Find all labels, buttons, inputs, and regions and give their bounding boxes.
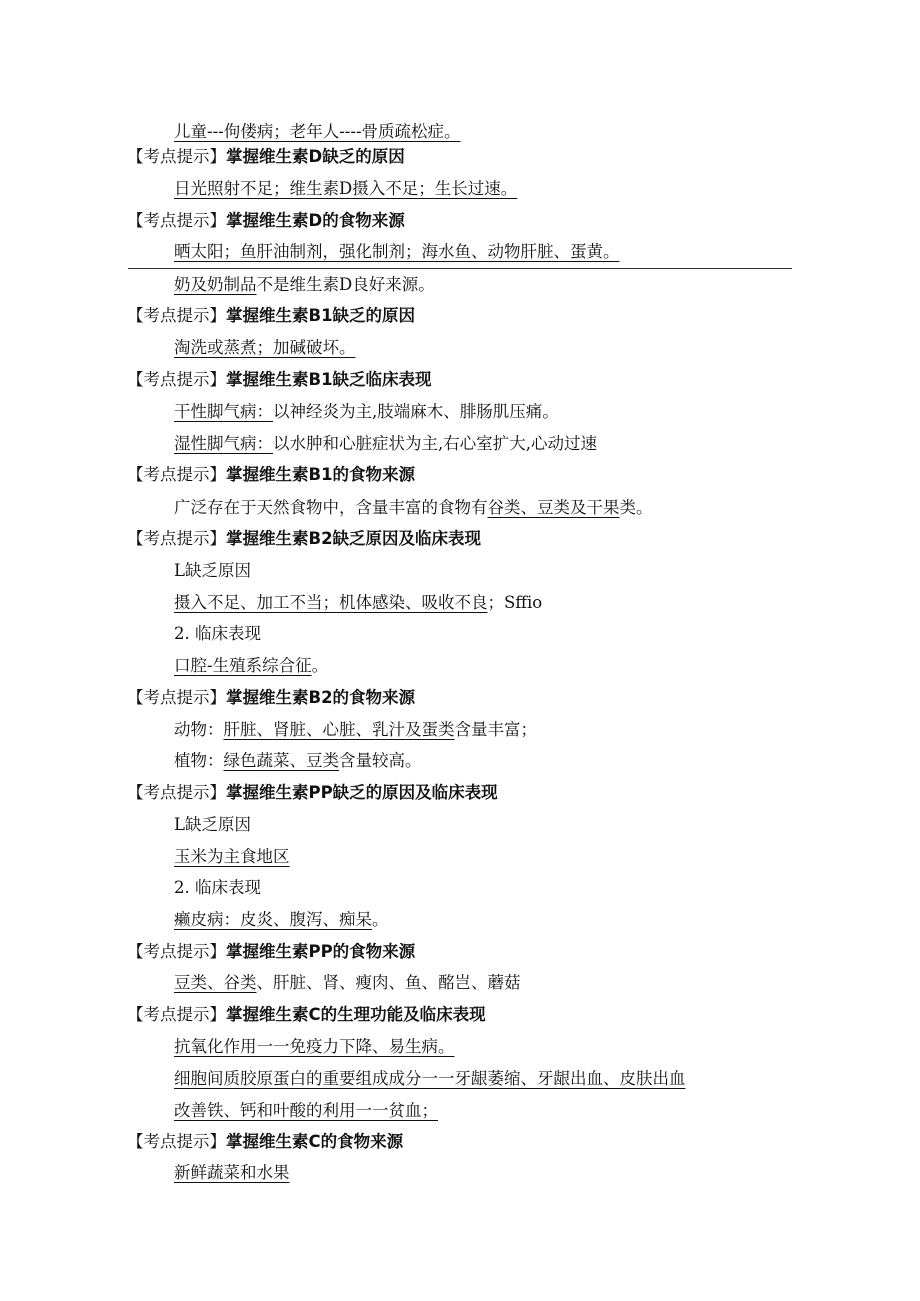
heading-title: 掌握维生素C的食物来源 <box>226 1132 404 1151</box>
underlined-text: 新鲜蔬菜和水果 <box>174 1163 290 1182</box>
body-line <box>174 971 521 995</box>
section-heading <box>127 463 415 487</box>
section-heading <box>127 368 432 392</box>
body-line <box>174 273 435 297</box>
body-line <box>174 845 290 869</box>
section-heading <box>127 686 415 710</box>
text-segment: L缺乏原因 <box>174 561 251 580</box>
heading-title: 掌握维生素C的生理功能及临床表现 <box>226 1005 486 1024</box>
text-segment: L缺乏原因 <box>174 815 251 834</box>
body-line <box>174 622 261 646</box>
underlined-text: 干性脚气病： <box>174 402 273 421</box>
underlined-text: 口腔-生殖系综合征 <box>174 656 312 675</box>
underlined-text: 湿性脚气病： <box>174 434 273 453</box>
underlined-text: 抗氧化作用一一免疫力下降、易生病。 <box>174 1037 455 1056</box>
underlined-text: 改善铁、钙和叶酸的利用一一贫血； <box>174 1101 438 1120</box>
heading-title: 掌握维生素PP缺乏的原因及临床表现 <box>226 783 498 802</box>
heading-tag: 【考点提示】 <box>127 1005 226 1024</box>
text-segment: 、肝脏、肾、瘦肉、鱼、酩岂、蘑菇 <box>256 973 521 992</box>
underlined-text: 奶及奶制品 <box>174 275 257 294</box>
heading-title: 掌握维生素D缺乏的原因 <box>226 147 405 166</box>
underlined-text: 摄入不足、加工不当；机体感染、吸收不良 <box>174 593 488 612</box>
body-line <box>174 120 461 144</box>
underlined-text: 豆类、谷类 <box>174 973 257 992</box>
heading-title: 掌握维生素PP的食物来源 <box>226 942 416 961</box>
body-line <box>174 559 251 583</box>
body-line <box>174 749 422 773</box>
heading-tag: 【考点提示】 <box>127 688 226 707</box>
section-heading <box>127 304 415 328</box>
text-segment: 植物： <box>174 751 224 770</box>
body-line <box>174 1161 290 1185</box>
body-line <box>174 813 251 837</box>
heading-title: 掌握维生素B1的食物来源 <box>226 465 416 484</box>
body-line <box>174 591 542 615</box>
section-heading <box>127 1003 486 1027</box>
body-line <box>174 718 537 742</box>
section-heading <box>127 940 415 964</box>
body-line <box>174 400 559 424</box>
heading-title: 掌握维生素B1缺乏的原因 <box>226 306 416 325</box>
heading-tag: 【考点提示】 <box>127 783 226 802</box>
underlined-text: 细胞间质胶原蛋白的重要组成成分一一牙龈萎缩、牙龈出血、皮肤出血 <box>174 1069 686 1088</box>
heading-tag: 【考点提示】 <box>127 306 226 325</box>
text-segment: 类。 <box>619 498 653 517</box>
text-segment: 。 <box>372 910 389 929</box>
underlined-text: 谷类、豆类及干果 <box>487 498 620 517</box>
text-segment: 2. 临床表现 <box>174 878 261 897</box>
heading-title: 掌握维生素B1缺乏临床表现 <box>226 370 432 389</box>
section-heading <box>127 145 405 169</box>
heading-tag: 【考点提示】 <box>127 370 226 389</box>
heading-tag: 【考点提示】 <box>127 1132 226 1151</box>
heading-tag: 【考点提示】 <box>127 465 226 484</box>
section-heading <box>127 1130 403 1154</box>
text-segment: 含量较高。 <box>339 751 422 770</box>
underlined-text: 日光照射不足；维生素D摄入不足；生长过速。 <box>174 179 518 198</box>
heading-tag: 【考点提示】 <box>127 147 226 166</box>
section-heading <box>127 209 405 233</box>
body-line <box>174 876 261 900</box>
section-heading <box>127 781 498 805</box>
heading-tag: 【考点提示】 <box>127 529 226 548</box>
body-line <box>174 432 597 456</box>
text-segment: 以神经炎为主,肢端麻木、腓肠肌压痛。 <box>273 402 559 421</box>
body-line <box>174 1099 438 1123</box>
heading-title: 掌握维生素B2的食物来源 <box>226 688 416 707</box>
text-segment: 广泛存在于天然食物中，含量丰富的食物有 <box>174 498 488 517</box>
section-heading <box>127 527 481 551</box>
body-line <box>174 654 328 678</box>
underlined-text: 玉米为主食地区 <box>174 847 290 866</box>
underlined-text: 绿色蔬菜、豆类 <box>223 751 339 770</box>
text-segment: 不是维生素D良好来源。 <box>256 275 435 294</box>
text-segment: 2. 临床表现 <box>174 624 261 643</box>
text-segment: 。 <box>311 656 329 675</box>
text-segment: 含量丰富； <box>454 720 537 739</box>
body-line <box>174 496 653 520</box>
body-line <box>174 1067 686 1091</box>
heading-tag: 【考点提示】 <box>127 211 226 230</box>
underlined-text: 儿童---佝偻病；老年人----骨质疏松症。 <box>174 122 461 141</box>
body-line <box>174 908 389 932</box>
heading-title: 掌握维生素D的食物来源 <box>226 211 405 230</box>
body-line <box>174 336 356 360</box>
body-line <box>174 240 620 264</box>
underlined-text: 癞皮病：皮炎、腹泻、痴呆 <box>174 910 372 929</box>
body-line <box>174 1035 455 1059</box>
horizontal-rule <box>128 268 792 269</box>
underlined-text: 晒太阳；鱼肝油制剂，强化制剂；海水鱼、动物肝脏、蛋黄。 <box>174 242 620 261</box>
underlined-text: 淘洗或蒸煮；加碱破坏。 <box>174 338 356 357</box>
text-segment: 动物： <box>174 720 224 739</box>
heading-title: 掌握维生素B2缺乏原因及临床表现 <box>226 529 482 548</box>
body-line <box>174 177 517 201</box>
text-segment: ；Sffio <box>487 593 543 612</box>
underlined-text: 肝脏、肾脏、心脏、乳汁及蛋类 <box>223 720 455 739</box>
text-segment: 以水肿和心脏症状为主,右心室扩大,心动过速 <box>273 434 597 453</box>
heading-tag: 【考点提示】 <box>127 942 226 961</box>
